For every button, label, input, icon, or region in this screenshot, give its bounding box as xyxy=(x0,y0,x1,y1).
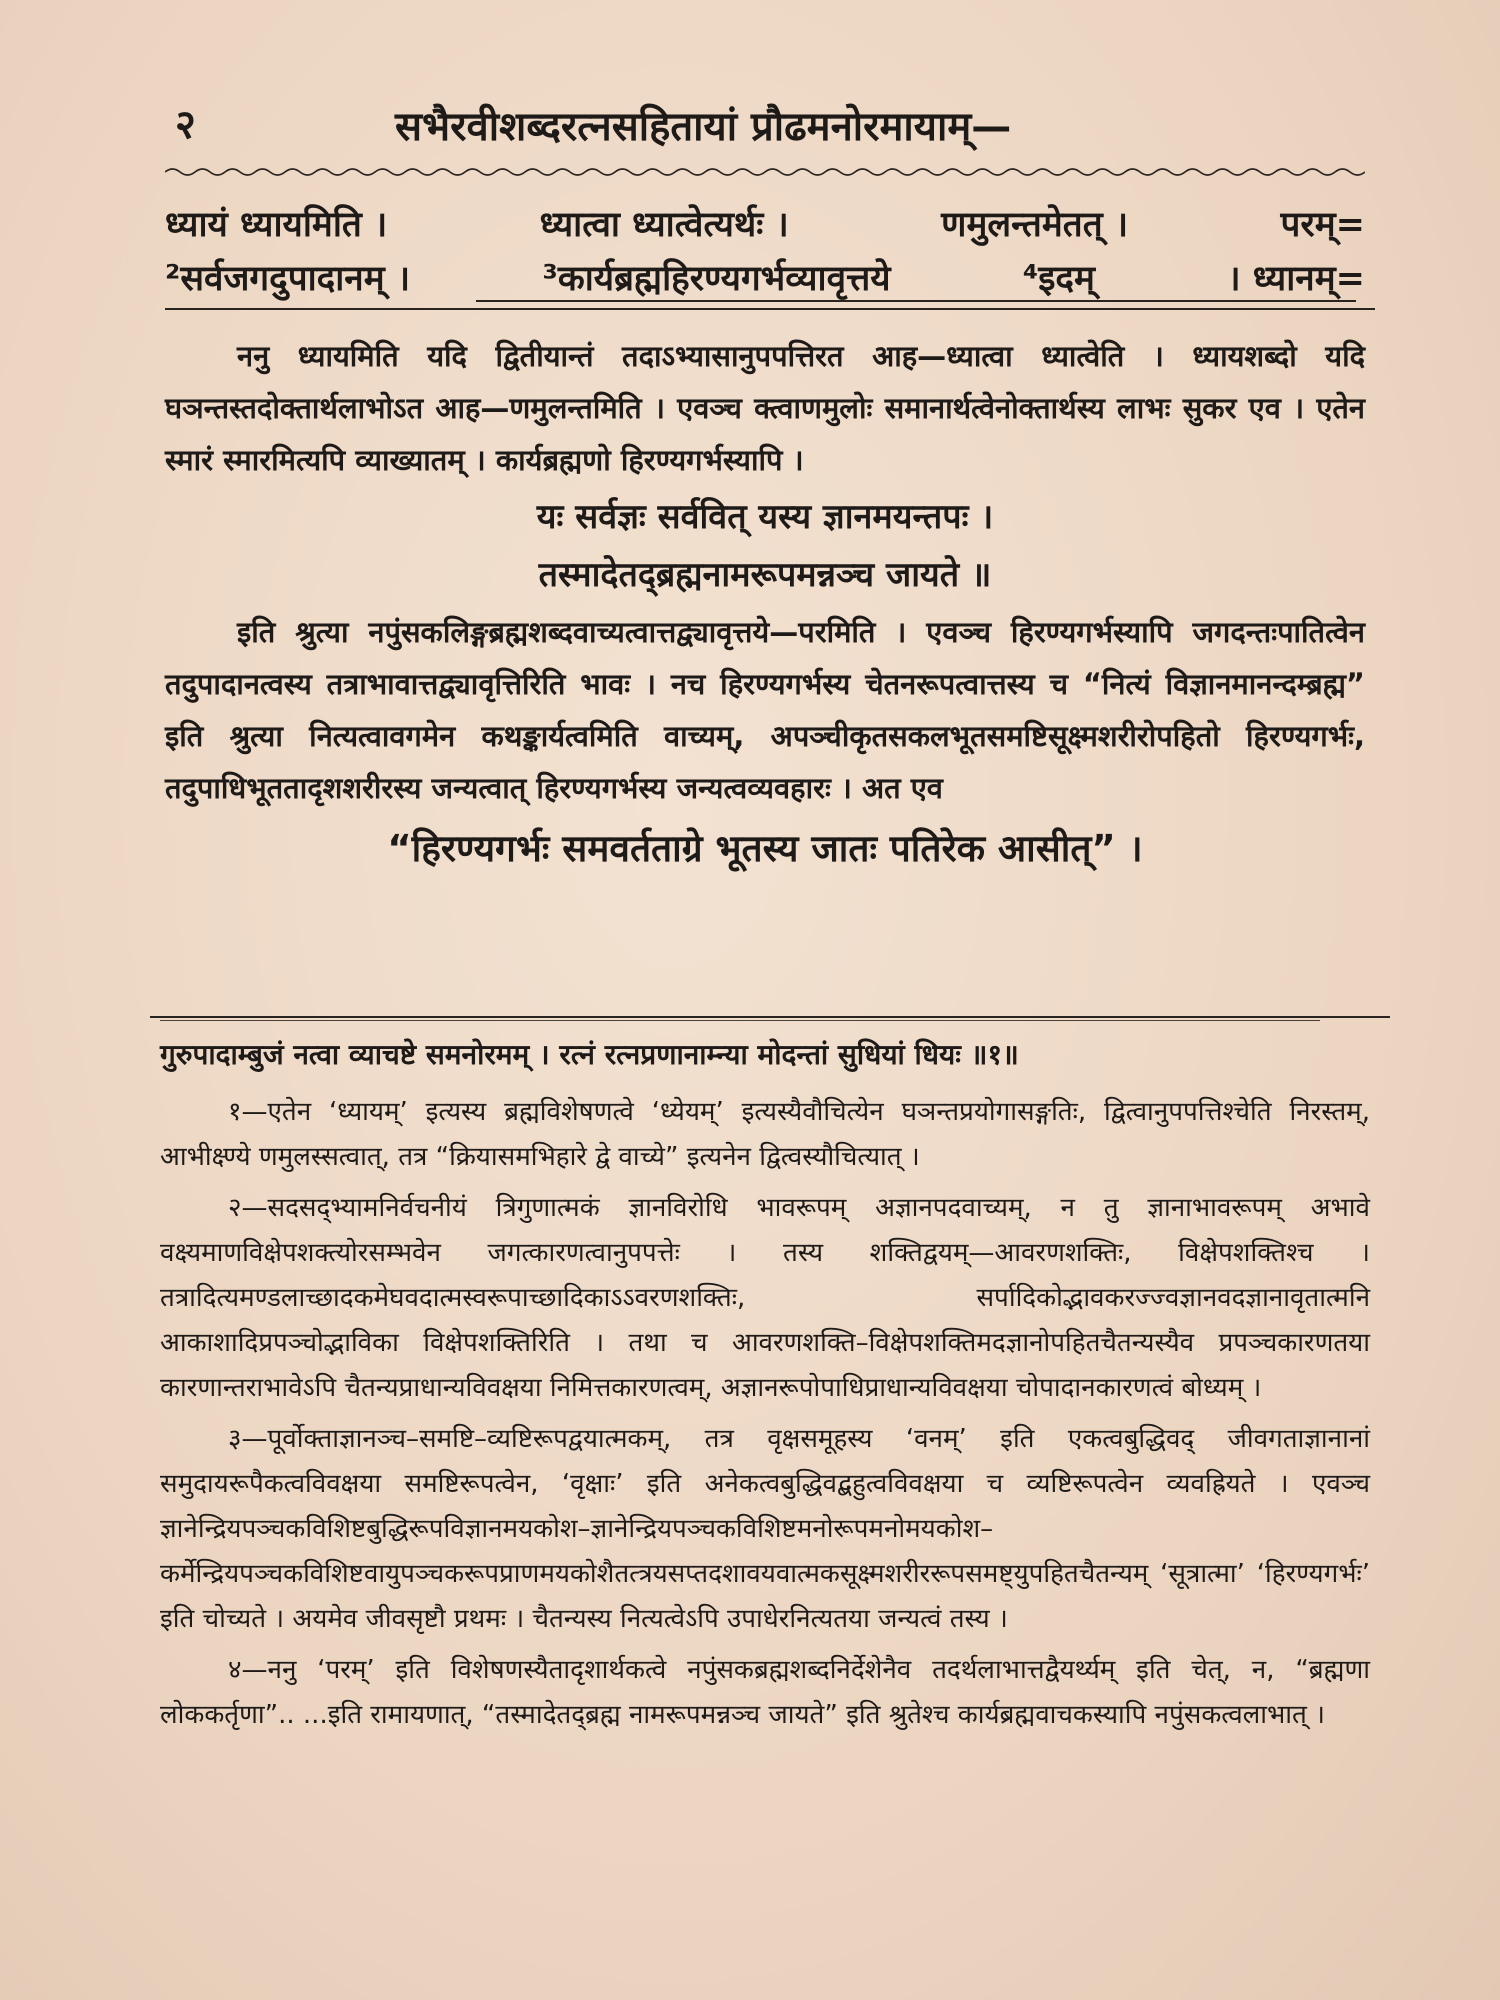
divider-rule xyxy=(150,1016,1390,1018)
mula-phrase: । ध्यानम्= xyxy=(1227,259,1365,299)
wavy-rule xyxy=(165,166,1365,178)
mula-phrase: ⁴इदम् xyxy=(1022,259,1095,299)
divider-rule xyxy=(160,1020,1320,1021)
footnotes xyxy=(160,1090,1370,1744)
mula-phrase: ³कार्यब्रह्महिरण्यगर्भव्यावृत्तये xyxy=(542,259,891,299)
footnote: २—सदसद्भ्यामनिर्वचनीयं त्रिगुणात्मकं ज्ञानविरोधि भावरूपम् अज्ञानपदवाच्यम्, न तु ज्ञानाभावरूपम् अभावे वक्ष्यमाणविक्षेपशक्त्योरसम्भवेन जगत्कारणत्वानुपपत्तेः । तस्य शक्तिद्वयम्—आवरणशक्तिः, विक्षेपशक्तिश्च । तत्रादित्यमण्डलाच्छादकमेघवदात्मस्वरूपाच्छादिकाऽऽवरणशक्तिः, सर्पादिकोद्भावकरज्ज्वज्ञानवदज्ञानावृतात्मनि आकाशादिप्रपञ्चोद्भाविका विक्षेपशक्तिरिति । तथा च आवरणशक्ति–विक्षेपशक्तिमदज्ञानोपहितचैतन्यस्यैव प्रपञ्चकारणतया कारणान्तराभावेऽपि चैतन्यप्राधान्यविवक्षया निमित्तकारणत्वम्, अज्ञानरूपोपाधिप्राधान्यविवक्षया चोपादानकारणत्वं बोध्यम् । xyxy=(160,1193,1370,1403)
footnote: ४—ननु ‘परम्’ इति विशेषणस्यैतादृशार्थकत्वे नपुंसकब्रह्मशब्दनिर्देशेनैव तदर्थलाभात्तद्वैयर्थ्यम् इति चेत्, न, “ब्रह्मणा लोककर्तृणा”.. ...इति रामायणात्, “तस्मादेतद्ब्रह्म नामरूपमन्नञ्च जायते” इति श्रुतेश्च कार्यब्रह्मवाचकस्यापि नपुंसकत्वलाभात् । xyxy=(160,1655,1370,1730)
mula-phrase: णमुलन्तमेतत् । xyxy=(941,205,1129,245)
mula-phrase: ²सर्वजगदुपादानम् । xyxy=(165,259,411,299)
mula-text xyxy=(165,198,1365,306)
divider-rule xyxy=(165,308,1375,310)
page-header xyxy=(165,95,1365,155)
mula-phrase: ध्यात्वा ध्यात्वेत्यर्थः । xyxy=(539,205,789,245)
page-number: २ xyxy=(175,102,196,148)
mangala-verse: गुरुपादाम्बुजं नत्वा व्याचष्टे समनोरमम् । रत्नं रत्नप्रणानाम्न्या मोदन्तां सुधियां धियः ॥१॥ xyxy=(160,1038,1019,1071)
commentary-paragraph: ननु ध्यायमिति यदि द्वितीयान्तं तदाऽभ्यासानुपपत्तिरत आह—ध्यात्वा ध्यात्वेति । ध्यायशब्दो यदि घञन्तस्तदोक्तार्थलाभोऽत आह—णमुलन्तमिति । एवञ्च क्त्वाणमुलोः समानार्थत्वेनोक्तार्थस्य लाभः सुकर एव । एतेन स्मारं स्मारमित्यपि व्याख्यातम् । कार्यब्रह्मणो हिरण्यगर्भस्यापि । xyxy=(165,339,1365,477)
verse-line: यः सर्वज्ञः सर्ववित् यस्य ज्ञानमयन्तपः । xyxy=(536,497,994,537)
commentary-paragraph: इति श्रुत्या नपुंसकलिङ्गब्रह्मशब्दवाच्यत्वात्तद्व्यावृत्तये—परमिति । एवञ्च हिरण्यगर्भस्यापि जगदन्तःपातित्वेन तदुपादानत्वस्य तत्राभावात्तद्व्यावृत्तिरिति भावः । नच हिरण्यगर्भस्य चेतनरूपत्वात्तस्य च “नित्यं विज्ञानमानन्दम्ब्रह्म” इति श्रुत्या नित्यत्वावगमेन कथङ्कार्यत्वमिति वाच्यम्, अपञ्चीकृतसकलभूतसमष्टिसूक्ष्मशरीरोपहितो हिरण्यगर्भः, तदुपाधिभूततादृशशरीरस्य जन्यत्वात् हिरण्यगर्भस्य जन्यत्वव्यवहारः । अत एव xyxy=(165,615,1365,805)
mula-line-1 xyxy=(165,198,1365,252)
mula-phrase: परम्= xyxy=(1280,205,1365,245)
mula-line-2 xyxy=(165,252,1365,306)
quoted-verse: “हिरण्यगर्भः समवर्तताग्रे भूतस्य जातः पतिरेक आसीत्” । xyxy=(387,827,1143,870)
verse-line: तस्मादेतद्ब्रह्मनामरूपमन्नञ्च जायते ॥ xyxy=(538,555,992,595)
commentary xyxy=(165,330,1365,878)
mula-phrase: ध्यायं ध्यायमिति । xyxy=(165,205,388,245)
running-title: सभैरवीशब्दरत्नसहितायां प्रौढमनोरमायाम्— xyxy=(395,104,1012,150)
divider-rule xyxy=(476,300,1356,302)
footnote: १—एतेन ‘ध्यायम्’ इत्यस्य ब्रह्मविशेषणत्वे ‘ध्येयम्’ इत्यस्यैवौचित्येन घञन्तप्रयोगासङ्गतिः, द्वित्वानुपपत्तिश्चेति निरस्तम्, आभीक्ष्ण्ये णमुलस्सत्वात्, तत्र “क्रियासमभिहारे द्वे वाच्ये” इत्यनेन द्वित्वस्यौचित्यात् । xyxy=(160,1097,1370,1172)
footnote: ३—पूर्वोक्ताज्ञानञ्च–समष्टि–व्यष्टिरूपद्वयात्मकम्, तत्र वृक्षसमूहस्य ‘वनम्’ इति एकत्वबुद्धिवद् जीवगताज्ञानानां समुदायरूपैकत्वविवक्षया समष्टिरूपत्वेन, ‘वृक्षाः’ इति अनेकत्वबुद्धिवद्बहुत्वविवक्षया च व्यष्टिरूपत्वेन व्यवह्रियते । एवञ्च ज्ञानेन्द्रियपञ्चकविशिष्टबुद्धिरूपविज्ञानमयकोश–ज्ञानेन्द्रियपञ्चकविशिष्टमनोरूपमनोमयकोश–कर्मेन्द्रियपञ्चकविशिष्टवायुपञ्चकरूपप्राणमयकोशैतत्त्रयसप्तदशावयवात्मकसूक्ष्मशरीररूपसमष्ट्युपहितचैतन्यम् ‘सूत्रात्मा’ ‘हिरण्यगर्भः’ इति चोच्यते । अयमेव जीवसृष्टौ प्रथमः । चैतन्यस्य नित्यत्वेऽपि उपाधेरनित्यतया जन्यत्वं तस्य । xyxy=(160,1424,1370,1634)
